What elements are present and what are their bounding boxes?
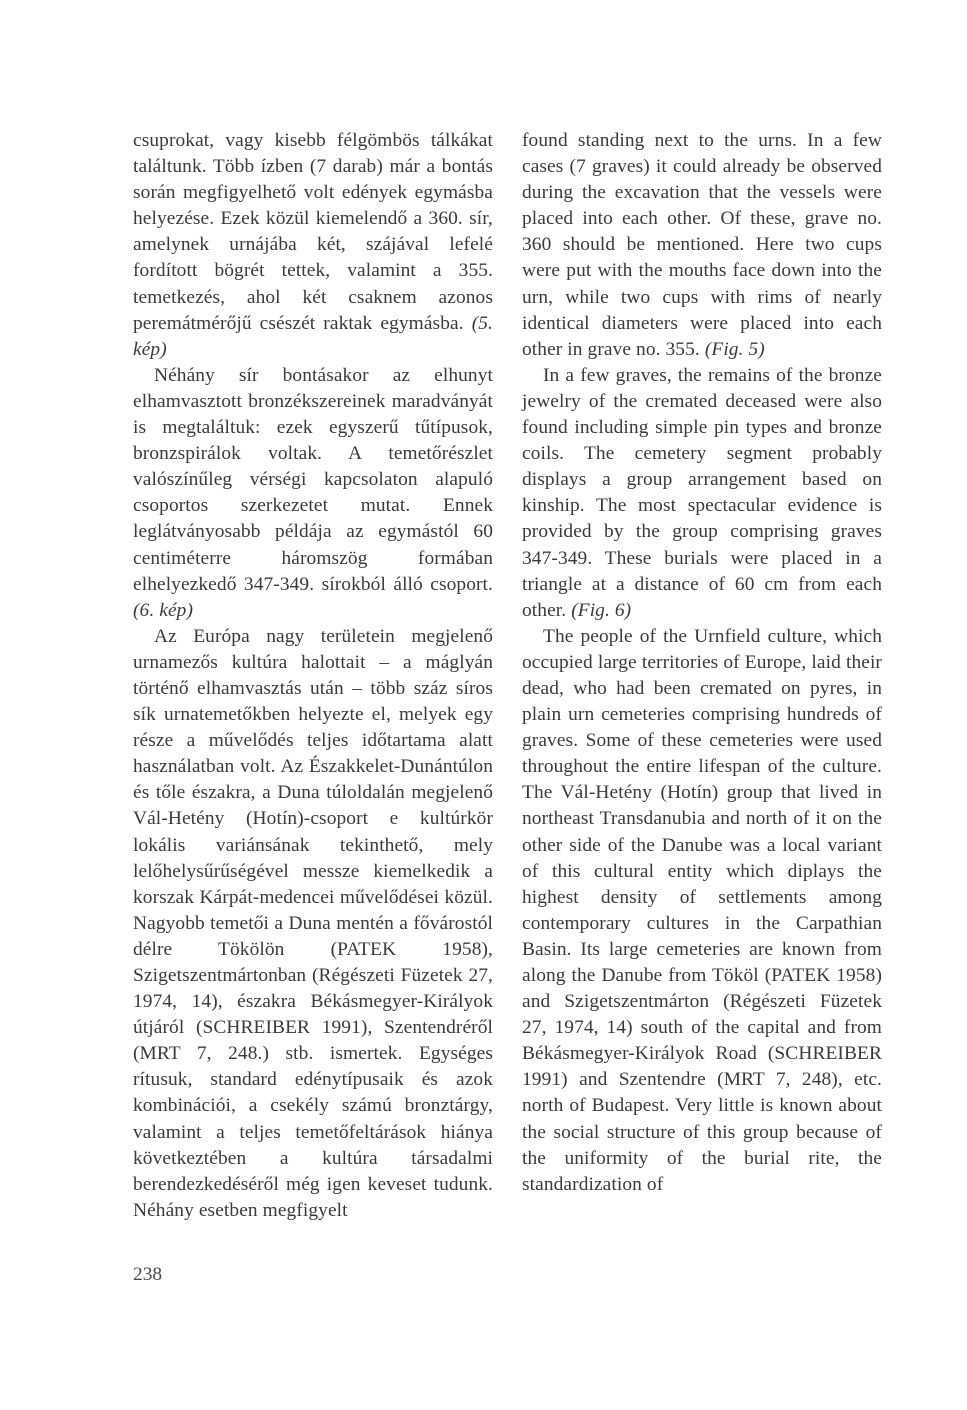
figure-6-reference-en: (Fig. 6) bbox=[571, 599, 632, 621]
hungarian-paragraph-2 bbox=[133, 363, 493, 624]
hungarian-column bbox=[133, 128, 493, 1224]
hungarian-paragraph-3: Az Európa nagy területein megjelenő urnamezős kultúra halottait – a máglyán történő elhamvasztás után – több száz síros sík urnatemetőkben helyezte el, melyek egy része a művelődés teljes időtartama alatt használatban volt. Az Északkelet-Dunántúlon és tőle északra, a Duna túloldalán megjelenő Vál-Hetény (Hotín)-csoport e kultúrkör lokális variánsának tekinthető, mely lelőhelysűrűségével messze kiemelkedik a korszak Kárpát-medencei művelődései közül. Nagyobb temetői a Duna mentén a fővárostól délre Tökölön (PATEK 1958), Szigetszentmártonban (Régészeti Füzetek 27, 1974, 14), északra Békásmegyer-Királyok útjáról (SCHREIBER 1991), Szentendréről (MRT 7, 248.) stb. ismertek. Egységes rítusuk, standard edénytípusaik és azok kombinációi, a csekély számú bronztárgy, valamint a teljes temetőfeltárások hiánya következtében a kultúra társadalmi berendezkedéséről még igen keveset tudunk. Néhány esetben megfigyelt bbox=[133, 625, 493, 1221]
figure-5-reference-en: (Fig. 5) bbox=[704, 338, 765, 360]
english-paragraph-1-text: found standing next to the urns. In a few cases (7 graves) it could already be observed during the excavation that the vessels were placed into each other. Of these, grave no. 360 should be mentioned. Here two cups were put with the mouths face down into the urn, while two cups with rims of nearly identical diameters were placed into each other in grave no. 355. bbox=[522, 130, 882, 360]
english-paragraph-3: The people of the Urnfield culture, which occupied large territories of Europe, laid their dead, who had been cremated on pyres, in plain urn cemeteries comprising hundreds of graves. Some of these cemeteries were used throughout the entire lifespan of the culture. The Vál-Hetény (Hotín) group that lived in northeast Transdanubia and north of it on the other side of the Danube was a local variant of this cultural entity which diplays the highest density of settlements among contemporary cultures in the Carpathian Basin. Its large cemeteries are known from along the Danube from Tököl (PATEK 1958) and Szigetszentmárton (Régészeti Füzetek 27, 1974, 14) south of the capital and from Békásmegyer-Királyok Road (SCHREIBER 1991) and Szentendre (MRT 7, 248), etc. north of Budapest. Very little is known about the social structure of this group because of the uniformity of the burial rite, the standardization of bbox=[522, 625, 882, 1195]
figure-5-reference-hu: (5. kép) bbox=[133, 312, 493, 360]
hungarian-paragraph-1-text: csuprokat, vagy kisebb félgömbös tálkákat találtunk. Több ízben (7 darab) már a bontás során megfigyelhető volt edények egymásba helyezése. Ezek közül kiemelendő a 360. sír, amelynek urnájába két, szájával lefelé fordított bögrét tettek, valamint a 355. temetkezés, ahol két csaknem azonos peremátmérőjű csészét raktak egymásba. bbox=[133, 130, 493, 334]
english-paragraph-2 bbox=[522, 363, 882, 624]
english-paragraph-2-text: In a few graves, the remains of the bronze jewelry of the cremated deceased were also found including simple pin types and bronze coils. The cemetery segment probably displays a group arrangement based on kinship. The most spectacular evidence is provided by the group comprising graves 347-349. These burials were placed in a triangle at a distance of 60 cm from each other. bbox=[522, 364, 882, 621]
english-column bbox=[522, 128, 882, 1198]
page-number: 238 bbox=[133, 1264, 163, 1285]
figure-6-reference-hu: (6. kép) bbox=[133, 599, 194, 621]
hungarian-paragraph-2-text: Néhány sír bontásakor az elhunyt elhamvasztott bronzékszereinek maradványát is megtaláltuk: ezek egyszerű tűtípusok, bronzspirálok voltak. A temetőrészlet valószínűleg vérségi kapcsolaton alapuló csoportos szerkezetet mutat. Ennek leglátványosabb példája az egymástól 60 centiméterre háromszög formában elhelyezkedő 347-349. sírokból álló csoport. bbox=[133, 364, 493, 595]
hungarian-paragraph-1 bbox=[133, 128, 493, 363]
english-paragraph-1 bbox=[522, 128, 882, 363]
